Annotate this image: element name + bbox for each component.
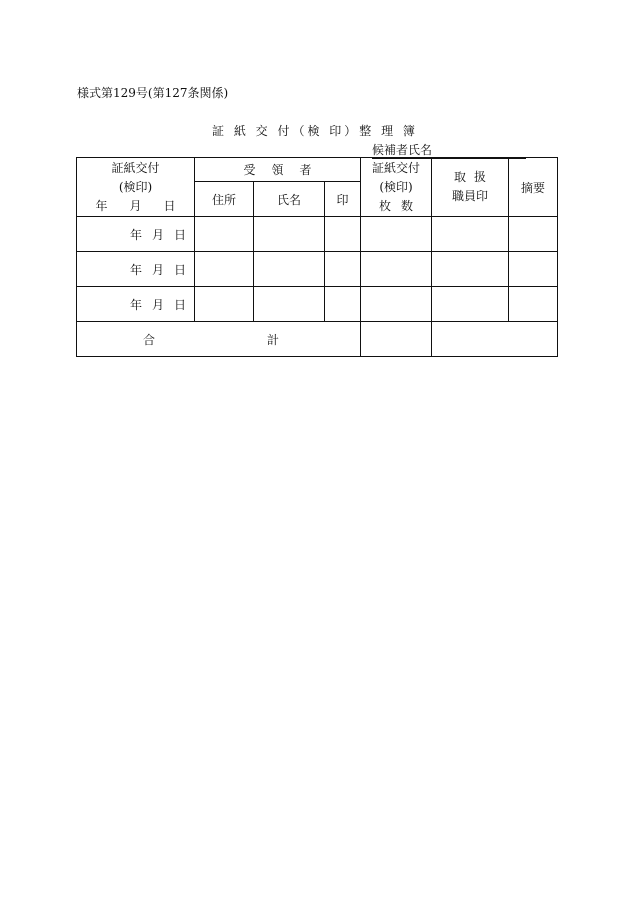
row-year: 年 — [130, 227, 143, 242]
table-row — [77, 252, 558, 287]
row-handler-cell[interactable] — [432, 287, 509, 322]
header-issue-date — [77, 158, 195, 217]
form-number: 様式第129号(第127条関係) — [77, 86, 229, 100]
header-day: 日 — [163, 198, 176, 213]
row-remarks-cell[interactable] — [509, 287, 558, 322]
row-count-cell[interactable] — [361, 287, 432, 322]
row-date-cell — [77, 287, 195, 322]
row-address-cell[interactable] — [195, 252, 254, 287]
header-count-unit — [379, 197, 413, 216]
header-seal: 印 — [325, 182, 361, 217]
header-receiver — [195, 158, 361, 182]
row-month: 月 — [151, 262, 164, 277]
total-count-cell[interactable] — [361, 322, 432, 357]
row-day: 日 — [173, 262, 186, 277]
row-handler-cell[interactable] — [432, 252, 509, 287]
row-count-cell[interactable] — [361, 217, 432, 252]
row-address-cell[interactable] — [195, 287, 254, 322]
document-title: 証 紙 交 付（検 印）整 理 簿 — [212, 124, 418, 138]
header-handler-label — [454, 168, 486, 187]
header-address: 住所 — [195, 182, 254, 217]
header-handler-char-1: 取 — [454, 170, 467, 184]
header-count-char-2: 数 — [400, 198, 413, 213]
header-receiver-char-2: 領 — [271, 163, 284, 177]
header-count-seal-label: (検印) — [379, 179, 413, 194]
row-handler-cell[interactable] — [432, 217, 509, 252]
row-day: 日 — [173, 227, 186, 242]
header-issue-label: 証紙交付 — [111, 160, 160, 175]
ledger-table — [76, 157, 558, 357]
total-row — [77, 322, 558, 357]
header-date-label — [96, 197, 176, 216]
row-month: 月 — [151, 297, 164, 312]
header-count-char-1: 枚 — [379, 198, 392, 213]
row-seal-cell[interactable] — [325, 252, 361, 287]
header-receiver-char-3: 者 — [299, 163, 312, 177]
row-day: 日 — [173, 297, 186, 312]
row-seal-cell[interactable] — [325, 217, 361, 252]
header-count-label: 証紙交付 — [371, 160, 420, 175]
header-issue-seal-label: (検印) — [118, 179, 153, 194]
total-char-1: 合 — [143, 332, 156, 347]
row-name-cell[interactable] — [254, 287, 325, 322]
row-name-cell[interactable] — [254, 252, 325, 287]
row-year: 年 — [130, 297, 143, 312]
header-handler-seal: 職員印 — [451, 189, 488, 203]
header-handler-char-2: 扱 — [473, 170, 486, 184]
row-date-cell — [77, 252, 195, 287]
row-month: 月 — [151, 227, 164, 242]
header-month: 月 — [129, 198, 142, 213]
row-name-cell[interactable] — [254, 217, 325, 252]
total-char-2: 計 — [266, 332, 279, 347]
row-year: 年 — [130, 262, 143, 277]
table-row — [77, 287, 558, 322]
row-remarks-cell[interactable] — [509, 252, 558, 287]
header-remarks: 摘要 — [509, 158, 558, 217]
row-address-cell[interactable] — [195, 217, 254, 252]
table-row — [77, 217, 558, 252]
row-count-cell[interactable] — [361, 252, 432, 287]
candidate-name-label: 候補者氏名 — [372, 143, 433, 157]
header-name: 氏名 — [254, 182, 325, 217]
row-remarks-cell[interactable] — [509, 217, 558, 252]
row-seal-cell[interactable] — [325, 287, 361, 322]
total-blank-cell[interactable] — [432, 322, 558, 357]
header-receiver-char-1: 受 — [243, 163, 256, 177]
header-year: 年 — [95, 198, 108, 213]
header-handler — [432, 158, 509, 217]
header-stamp-count — [361, 158, 432, 217]
row-date-cell — [77, 217, 195, 252]
total-label-cell — [77, 322, 361, 357]
